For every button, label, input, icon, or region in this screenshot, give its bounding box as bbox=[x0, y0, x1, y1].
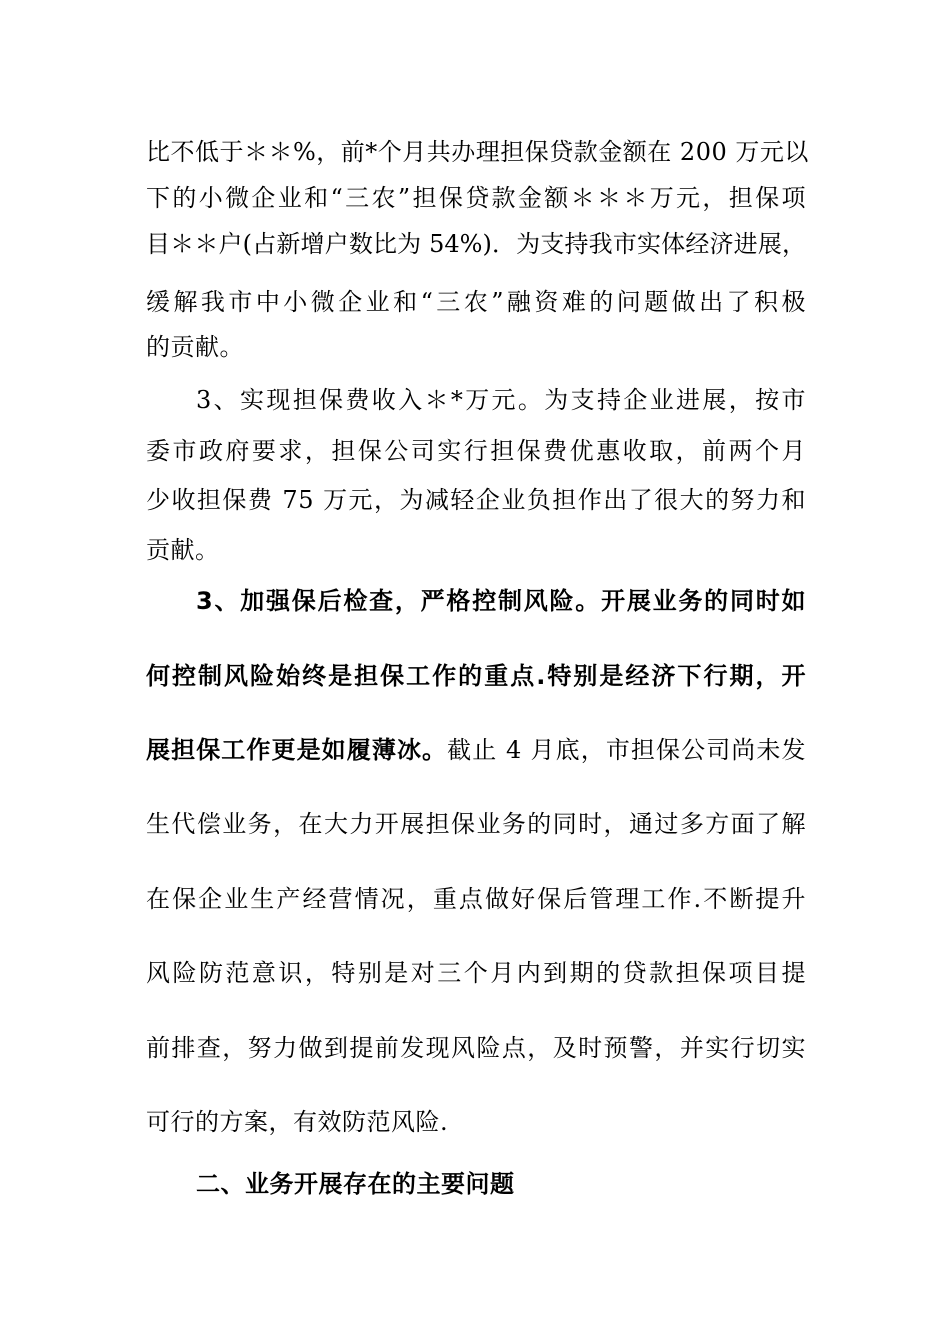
paragraph-line: 3、实现担保费收入＊*万元。为支持企业进展，按市 bbox=[196, 386, 806, 414]
paragraph-line: 下的小微企业和“三农”担保贷款金额＊＊＊万元，担保项 bbox=[146, 184, 806, 212]
paragraph-line: 缓解我市中小微企业和“三农”融资难的问题做出了积极 bbox=[146, 288, 806, 316]
paragraph-line: 生代偿业务，在大力开展担保业务的同时，通过多方面了解 bbox=[146, 810, 806, 838]
paragraph-line: 在保企业生产经营情况，重点做好保后管理工作.不断提升 bbox=[146, 885, 806, 913]
paragraph-line: 风险防范意识，特别是对三个月内到期的贷款担保项目提 bbox=[146, 959, 806, 987]
paragraph-line: 前排查，努力做到提前发现风险点，及时预警，并实行切实 bbox=[146, 1034, 806, 1062]
section-heading: 二、业务开展存在的主要问题 bbox=[196, 1170, 515, 1198]
normal-tail-text: 截止 4 月底，市担保公司尚未发 bbox=[447, 736, 806, 764]
mixed-paragraph-line bbox=[146, 734, 806, 766]
paragraph-line: 少收担保费 75 万元，为减轻企业负担作出了很大的努力和 bbox=[146, 486, 806, 514]
paragraph-line: 可行的方案，有效防范风险. bbox=[146, 1108, 449, 1136]
paragraph-line: 目＊＊户(占新增户数比为 54%)．为支持我市实体经济进展， bbox=[146, 230, 806, 258]
bold-paragraph-line: 何控制风险始终是担保工作的重点.特别是经济下行期，开 bbox=[146, 662, 806, 690]
bold-paragraph-line: 3、加强保后检查，严格控制风险。开展业务的同时如 bbox=[196, 587, 806, 615]
paragraph-line: 贡献。 bbox=[146, 536, 220, 564]
paragraph-line: 比不低于＊＊%，前*个月共办理担保贷款金额在 200 万元以 bbox=[146, 138, 809, 166]
paragraph-line: 委市政府要求，担保公司实行担保费优惠收取，前两个月 bbox=[146, 437, 806, 465]
paragraph-line: 的贡献。 bbox=[146, 333, 244, 361]
bold-lead-text: 展担保工作更是如履薄冰。 bbox=[146, 736, 448, 764]
